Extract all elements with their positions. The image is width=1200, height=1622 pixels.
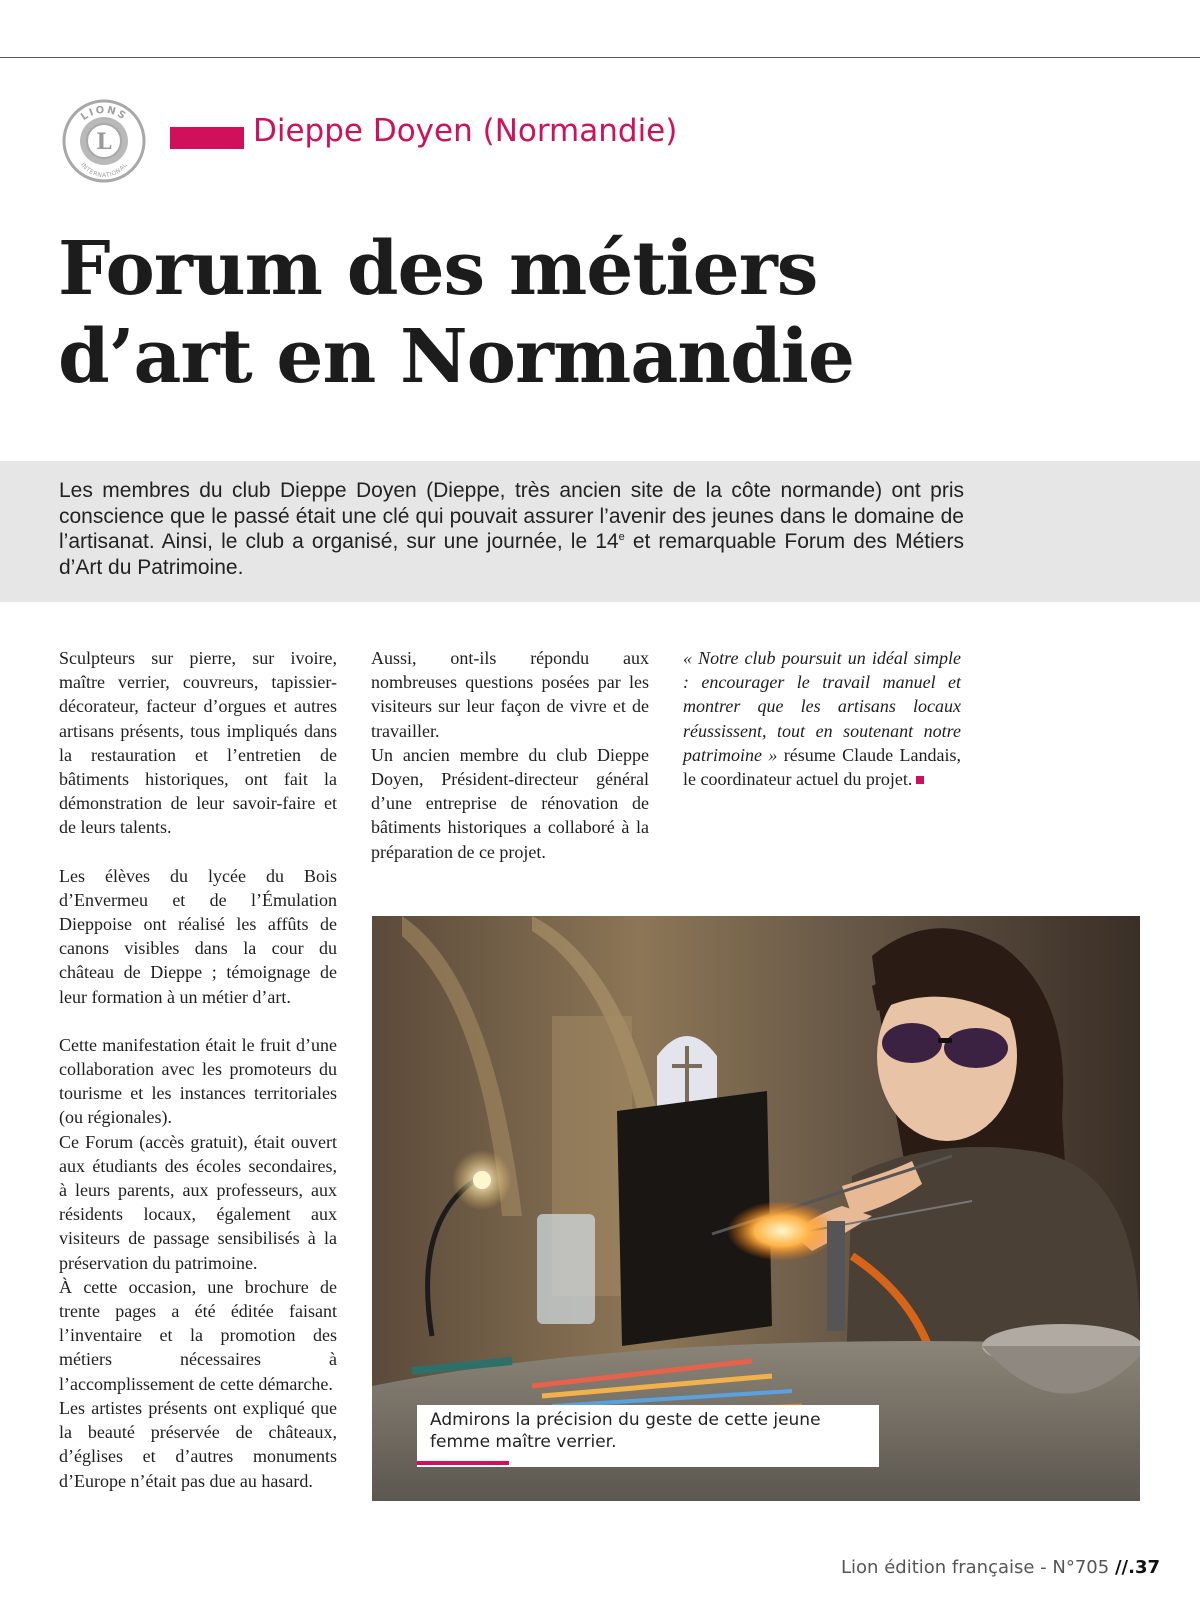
svg-text:LIONS: LIONS: [79, 104, 129, 124]
photo-caption: Admirons la précision du geste de cette jeune femme maître verrier.: [430, 1410, 821, 1452]
intro-text-part-1: Les membres du club Dieppe Doyen (Dieppe, très ancien site de la côte normande) ont pris conscience que le passé était une clé qui pouvait assurer l’avenir des jeunes dans le domaine de l’artisanat. Ainsi, le club a organisé, sur une journée, le 14: [59, 479, 964, 553]
page-footer: [841, 1557, 1160, 1578]
intro-superscript: e: [618, 531, 625, 543]
col1-paragraph: Les élèves du lycée du Bois d’Envermeu et de l’Émulation Dieppoise ont réalisé les affûts de canons visibles dans la cour du château de Dieppe ; témoignage de leur formation à un métier d’art.: [59, 865, 337, 1007]
col1-paragraph: À cette occasion, une brochure de trente pages a été éditée faisant l’inventaire et la promotion des métiers nécessaires à l’accomplissement de cette démarche.: [59, 1276, 337, 1394]
section-accent-bar: [170, 127, 244, 149]
column-1: [59, 646, 337, 1493]
col2-paragraph: Un ancien membre du club Dieppe Doyen, Président-directeur général d’une entreprise de rénovation de bâtiments historiques a collaboré à la préparation de ce projet.: [371, 744, 649, 862]
caption-accent-underline: [417, 1461, 509, 1465]
column-3: [683, 646, 961, 791]
col2-paragraph: Aussi, ont-ils répondu aux nombreuses questions posées par les visiteurs sur leur façon de vivre et de travailler.: [371, 648, 649, 741]
publication-name: Lion édition française - N°705: [841, 1557, 1110, 1578]
page-number: .37: [1128, 1557, 1160, 1578]
footer-separator: //: [1114, 1557, 1129, 1578]
svg-text:L: L: [96, 129, 112, 155]
col1-paragraph: Sculpteurs sur pierre, sur ivoire, maître verrier, couvreurs, tapissier-décorateur, facteur d’orgues et autres artisans présents, tous impliqués dans la restauration et l’entretien de bâtiments historiques, ont fait la démonstration de leur savoir-faire et de leurs talents.: [59, 648, 337, 838]
col3-paragraph: [683, 646, 961, 791]
lions-logo: [60, 97, 148, 185]
intro-text-part-2: et remarquable Forum des Métiers d’Art du Patrimoine.: [59, 530, 964, 579]
end-of-article-mark: [916, 776, 924, 784]
section-label: Dieppe Doyen (Normandie): [253, 113, 678, 149]
top-rule: [0, 57, 1200, 58]
quote-attribution: résume Claude Landais, le coordinateur actuel du projet.: [683, 744, 961, 790]
column-2: [371, 646, 649, 864]
title-line-2: d’art en Normandie: [58, 314, 854, 400]
intro-paragraph: [59, 478, 964, 580]
title-line-1: Forum des métiers: [58, 226, 818, 312]
svg-text:INTERNATIONAL: INTERNATIONAL: [79, 161, 129, 180]
col1-paragraph: Cette manifestation était le fruit d’une collaboration avec les promoteurs du tourisme et les instances territoriales (ou régionales).: [59, 1034, 337, 1128]
col1-paragraph: Les artistes présents ont expliqué que la beauté préservée de châteaux, d’églises et d’autres monuments d’Europe n’était pas due au hasard.: [59, 1397, 337, 1491]
pull-quote: « Notre club poursuit un idéal simple : encourager le travail manuel et montrer que les artisans locaux réussissent, tout en soutenant notre patrimoine »: [683, 648, 961, 765]
article-title: [58, 225, 1158, 401]
col1-paragraph: Ce Forum (accès gratuit), était ouvert aux étudiants des écoles secondaires, à leurs parents, aux professeurs, aux résidents locaux, également aux visiteurs de passage sensibilisés à la préservation du patrimoine.: [59, 1131, 337, 1273]
